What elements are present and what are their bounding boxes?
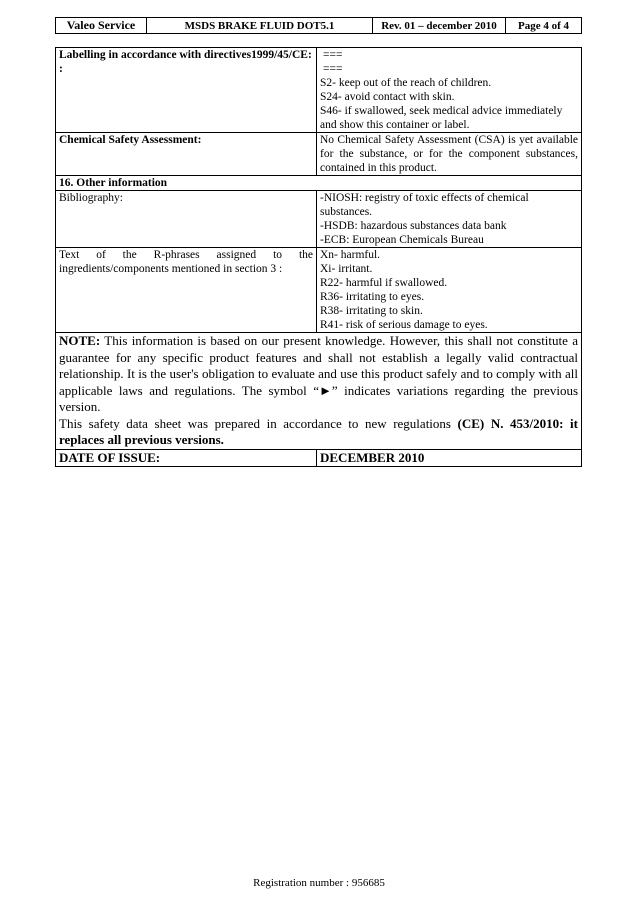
rphrase-item: R36- irritating to eyes. [320,291,425,303]
note-label: NOTE: [59,333,101,348]
labelling-line: === [323,49,343,61]
registration-number: Registration number : 956685 [253,877,385,889]
document-header [55,17,582,34]
bibliography-list [317,191,582,248]
labelling-line: S46- if swallowed, seek medical advice immediately and show this container or label. [320,105,563,131]
labelling-line: === [323,63,343,75]
bibliography-label: Bibliography: [56,191,317,248]
rphrase-item: R22- harmful if swallowed. [320,277,448,289]
header-page-number: Page 4 of 4 [517,19,569,32]
note-row [56,333,582,450]
rphrases-row [56,248,582,333]
date-of-issue-value: DECEMBER 2010 [317,449,582,466]
date-of-issue-row [56,449,582,466]
bibliography-item: -NIOSH: registry of toxic effects of chemical substances. [320,192,529,218]
bibliography-row [56,191,582,248]
csa-row [56,133,582,176]
csa-label: Chemical Safety Assessment: [56,133,317,176]
labelling-line: S2- keep out of the reach of children. [320,77,492,89]
rphrases-list [317,248,582,333]
date-of-issue-label: DATE OF ISSUE: [56,449,317,466]
section-16-title: 16. Other information [56,176,582,191]
rphrase-item: Xi- irritant. [320,263,373,275]
rphrase-item: R38- irritating to skin. [320,305,423,317]
labelling-row [56,48,582,133]
rphrase-item: Xn- harmful. [320,249,381,261]
msds-section-table [55,47,582,467]
bibliography-item: -ECB: European Chemicals Bureau [320,234,484,246]
rphrase-item: R41- risk of serious damage to eyes. [320,319,488,331]
note-block [56,333,582,450]
section-16-title-row [56,176,582,191]
header-company: Valeo Service [56,18,147,33]
labelling-line: S24- avoid contact with skin. [320,91,455,103]
labelling-label: Labelling in accordance with directives1999/45/CE: : [56,48,317,133]
header-document-title: MSDS BRAKE FLUID DOT5.1 [147,18,373,33]
note-text: This information is based on our present knowledge. However, this shall not constitute a guarantee for any specific product features and shall not establish a legally valid contractual relationship. It is the user's obligation to evaluate and use this product safely and to comply with all applicable laws and regulations. The symbol “►” indicates variations regarding the previous version. [59,333,578,414]
header-revision: Rev. 01 – december 2010 [373,18,506,33]
csa-text: No Chemical Safety Assessment (CSA) is yet available for the substance, or for the component substances, contained in this product. [317,133,582,176]
bibliography-item: -HSDB: hazardous substances data bank [320,220,507,232]
rphrases-label: Text of the R-phrases assigned to the ingredients/components mentioned in section 3 : [56,248,317,333]
regulation-reference: (CE) N. 453/2010: it replaces all previous versions. [59,415,578,447]
regulation-text: This safety data sheet was prepared in accordance to new regulations [59,415,458,431]
labelling-phrases [317,48,582,133]
